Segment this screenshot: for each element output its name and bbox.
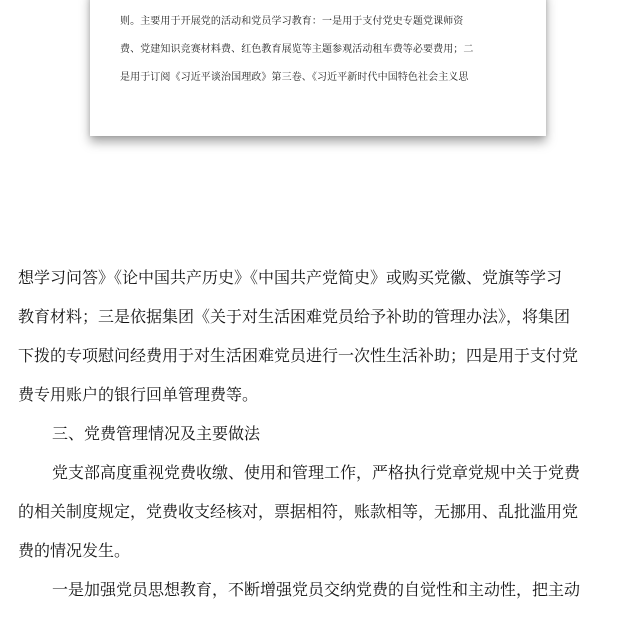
page-preview-text	[120, 8, 525, 92]
body-line: 费专用账户的银行回单管理费等。	[18, 385, 259, 404]
body-line: 一是加强党员思想教育，不断增强党员交纳党费的自觉性和主动性，把主动	[52, 580, 581, 599]
body-line: 费的情况发生。	[18, 541, 131, 560]
section-heading: 三、党费管理情况及主要做法	[52, 424, 261, 443]
body-line: 的相关制度规定，党费收支经核对，票据相符，账款相等，无挪用、乱批滥用党	[18, 502, 579, 521]
preview-line: 费、党建知识竞赛材料费、红色教育展览等主题参观活动租车费等必要费用；二	[120, 44, 474, 55]
document-body	[18, 258, 622, 600]
preview-line: 则。主要用于开展党的活动和党员学习教育：一是用于支付党史专题党课师资	[120, 16, 464, 27]
body-line: 教育材料；三是依据集团《关于对生活困难党员给予补助的管理办法》，将集团	[18, 307, 571, 326]
preview-line: 是用于订阅《习近平谈治国理政》第三卷、《习近平新时代中国特色社会主义思	[120, 72, 469, 83]
top-preview-area	[0, 0, 640, 200]
body-line: 想学习问答》《论中国共产历史》《中国共产党简史》或购买党徽、党旗等学习	[18, 268, 563, 287]
body-line: 下拨的专项慰问经费用于对生活困难党员进行一次性生活补助；四是用于支付党	[18, 346, 579, 365]
document-page-preview	[90, 0, 546, 136]
body-line: 党支部高度重视党费收缴、使用和管理工作，严格执行党章党规中关于党费	[52, 463, 581, 482]
